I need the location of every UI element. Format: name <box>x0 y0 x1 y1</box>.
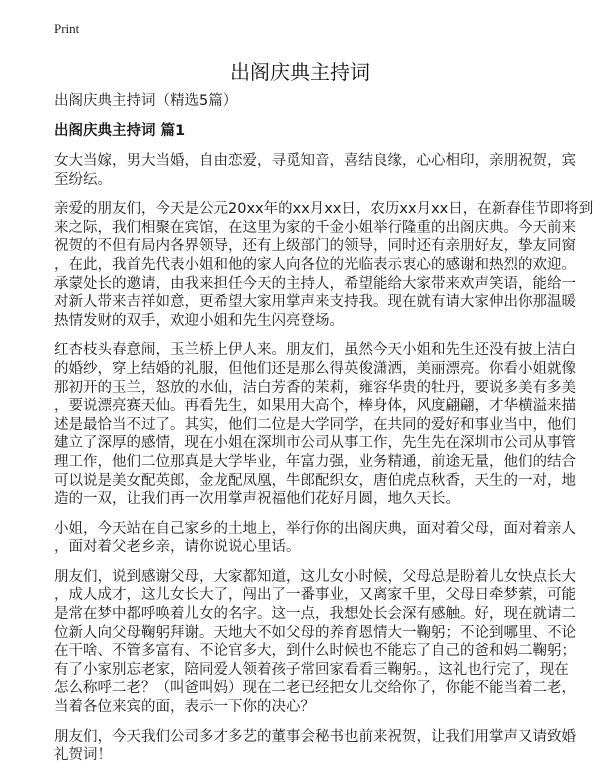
paragraph-line: 来之际，我们相聚在宾馆，在这里为家的千金小姐举行隆重的出阁庆典。今天前来 <box>54 219 576 236</box>
section-heading: 出阁庆典主持词 篇1 <box>54 123 186 139</box>
paragraph-line: 对新人带来吉祥如意，更希望大家用掌声来支持我。现在就有请大家伸出你那温暖 <box>54 294 576 311</box>
paragraph-line: 朋友们，说到感谢父母，大家都知道，这儿女小时候，父母总是盼着儿女快点长大 <box>54 568 576 585</box>
document-body <box>54 92 594 776</box>
paragraph <box>54 152 574 189</box>
paragraph-line: 女大当嫁，男大当婚，自由恋爱，寻觅知音，喜结良缘，心心相印，亲朋祝贺，宾 <box>54 153 576 169</box>
paragraph-line: 理工作，他们二位那真是大学毕业，年富力强，业务精通，前途无量，他们的结合 <box>54 453 576 470</box>
paragraph <box>54 200 594 330</box>
paragraph-line: 礼贺词！ <box>54 747 112 764</box>
paragraph-line: 有了小家别忘老家，陪同爱人领着孩子常回家看看三鞠躬。，这礼也行完了，现在 <box>54 661 569 678</box>
paragraph-line: ，成人成才，这儿女长大了，闯出了一番事业，又离家千里，父母日牵梦萦，可能 <box>54 587 576 604</box>
paragraph-line: 至纷纭。 <box>54 171 112 188</box>
paragraph-line: 建立了深厚的感情，现在小姐在深圳市公司从事工作，先生先在深圳市公司从事管 <box>54 435 576 452</box>
paragraph-line: 怎么称呼二老？（叫爸叫妈）现在二老已经把女儿交给你了，你能不能当着二老， <box>54 680 576 697</box>
paragraph-line: 承蒙处长的邀请，由我来担任今天的主持人，希望能给大家带来欢声笑语，能给一 <box>54 275 576 292</box>
paragraph-line: 当着各位来宾的面，表示一下你的决心？ <box>54 699 315 716</box>
paragraph-line: 述是最恰当不过了。其实，他们二位是大学同学，在共同的爱好和事业当中，他们 <box>54 416 576 433</box>
print-link[interactable]: Print <box>54 21 80 36</box>
paragraph-line: 朋友们，今天我们公司多才多艺的董事会秘书也前来祝贺，让我们用掌声又请致婚 <box>54 728 576 745</box>
paragraph-line: 亲爱的朋友们，今天是公元20xx年的xx月xx日，农历xx月xx日，在新春佳节即将到 <box>54 201 594 218</box>
subtitle: 出阁庆典主持词（精选5篇） <box>54 93 238 109</box>
paragraph-line: 是常在梦中都呼唤着儿女的名字。这一点，我想处长会深有感触。好，现在就请二 <box>54 606 576 623</box>
paragraph-line: 造的一双，让我们再一次用掌声祝福他们花好月圆，地久天长。 <box>54 491 460 508</box>
paragraph <box>54 728 574 765</box>
paragraph-line: 祝贺的不但有局内各界领导，还有上级部门的领导，同时还有亲朋好友，挚友同窗 <box>54 238 576 255</box>
paragraph-list <box>54 152 594 765</box>
page-title: 出阁庆典主持词 <box>230 60 370 84</box>
paragraph-line: ，在此，我首先代表小姐和他的家人向各位的光临表示衷心的感谢和热烈的欢迎。 <box>54 256 576 273</box>
paragraph-line: ，要说漂亮赛天仙。再看先生，如果用大高个，棒身体，风度翩翩，才华横溢来描 <box>54 398 576 415</box>
paragraph-line: 的婚纱，穿上结婚的礼服，但他们还是那么得英俊潇洒，美丽漂亮。你看小姐就像 <box>54 360 576 377</box>
paragraph-line: 可以说是美女配英郎，金龙配凤凰，牛郎配织女，唐伯虎点秋香，天生的一对，地 <box>54 472 576 489</box>
paragraph <box>54 341 574 508</box>
paragraph-line: 那初开的玉兰，怒放的水仙，洁白芳香的茉莉，雍容华贵的牡丹，要说多美有多美 <box>54 379 576 396</box>
paragraph <box>54 520 574 557</box>
paragraph <box>54 568 574 717</box>
paragraph-line: 位新人向父母鞠躬拜谢。天地大不如父母的养育恩情大一鞠躬；不论到哪里、不论 <box>54 624 576 641</box>
paragraph-line: ，面对着父老乡亲，请你说说心里话。 <box>54 539 301 556</box>
paragraph-line: 红杏枝头春意闹，玉兰桥上伊人来。朋友们，虽然今天小姐和先生还没有披上洁白 <box>54 342 576 359</box>
paragraph-line: 热情发财的双手，欢迎小姐和先生闪亮登场。 <box>54 312 344 329</box>
paragraph-line: 小姐，今天站在自己家乡的土地上，举行你的出阁庆典，面对着父母，面对着亲人 <box>54 520 576 537</box>
paragraph-line: 在干啥、不管多富有、不论官多大，到什么时候也不能忘了自己的爸和妈二鞠躬； <box>54 643 576 660</box>
